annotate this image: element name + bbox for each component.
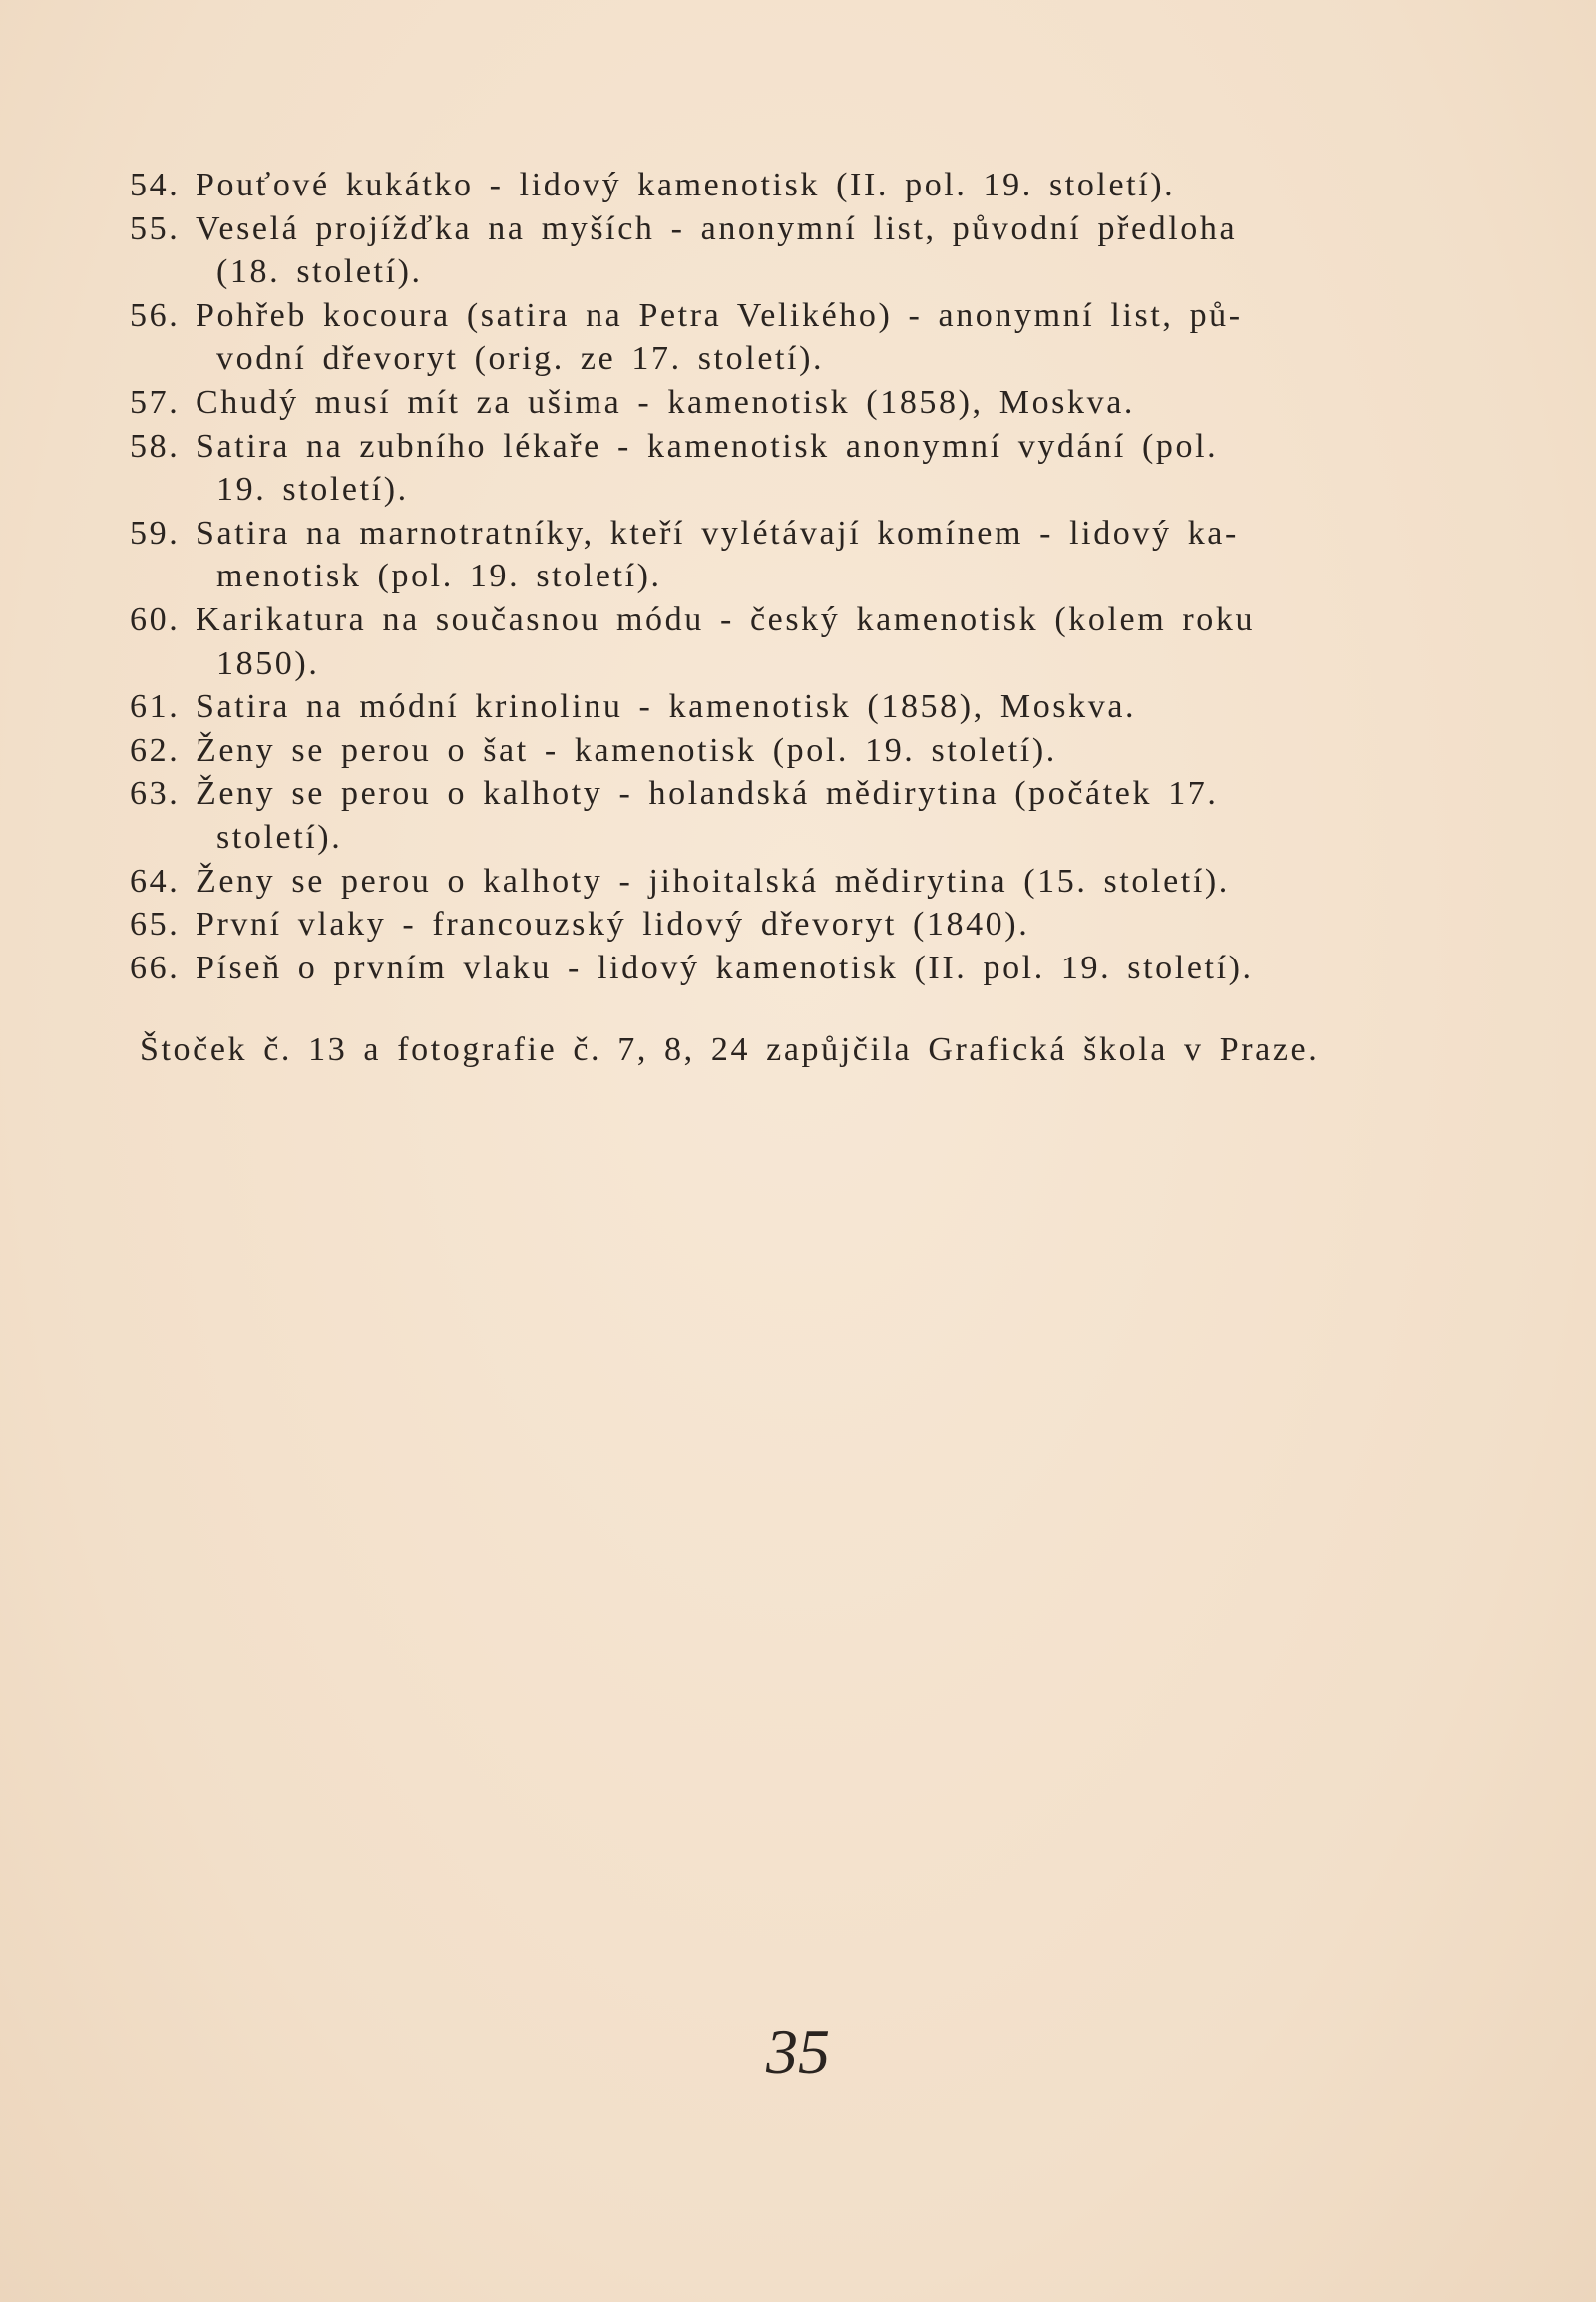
item-number: 56. [130,296,181,334]
item-text-line: Chudý musí mít za ušima - kamenotisk (1858), Moskva. [196,383,1136,421]
item-text-line: menotisk (pol. 19. století). [216,558,662,595]
item-text-line: Pohřeb kocoura (satira na Petra Velikého) - anonymní list, pů- [196,296,1243,334]
item-number: 66. [130,949,181,986]
item-number: 54. [130,167,181,203]
item-number: 57. [130,383,181,421]
item-text-line: Satira na zubního lékaře - kamenotisk anonymní vydání (pol. [196,427,1219,465]
item-text-line: století). [216,818,343,856]
item-text-line: 19. století). [216,471,409,509]
item-text-line: Ženy se perou o kalhoty - holandská mědirytina (počátek 17. [196,775,1219,813]
item-text-line: Satira na marnotratníky, kteří vylétávají komínem - lidový ka- [196,514,1239,552]
list-item [130,207,1416,294]
list-item [130,729,1416,773]
item-text-line: První vlaky - francouzský lidový dřevoryt (1840). [196,906,1030,944]
item-text-line: (18. století). [216,253,423,291]
caption-list [130,164,1416,989]
item-number: 64. [130,862,181,900]
list-item [130,772,1416,859]
item-number: 62. [130,731,181,769]
footer-note: Štoček č. 13 a fotografie č. 7, 8, 24 zapůjčila Grafická škola v Praze. [140,1031,1320,1068]
item-text-line: Píseň o prvním vlaku - lidový kamenotisk (II. pol. 19. století). [196,949,1254,986]
item-number: 61. [130,688,181,726]
item-number: 58. [130,427,181,465]
list-item [130,512,1416,598]
list-item [130,903,1416,947]
item-number: 60. [130,600,181,638]
list-item [130,598,1416,685]
item-text-line: Veselá projížďka na myších - anonymní list, původní předloha [196,209,1238,247]
list-item [130,860,1416,904]
list-item [130,164,1416,207]
list-item [130,685,1416,729]
item-number: 55. [130,209,181,247]
list-item [130,381,1416,425]
item-number: 63. [130,775,181,813]
page-number: 35 [766,2016,830,2087]
item-text-line: 1850). [216,644,320,682]
item-number: 59. [130,514,181,552]
list-item [130,294,1416,381]
list-item [130,947,1416,990]
item-text-line: Ženy se perou o kalhoty - jihoitalská mědirytina (15. století). [196,862,1230,900]
item-text-line: Satira na módní krinolinu - kamenotisk (1858), Moskva. [196,688,1137,726]
item-text-line: Ženy se perou o šat - kamenotisk (pol. 19. století). [196,731,1057,769]
list-item [130,425,1416,512]
item-number: 65. [130,906,181,944]
item-text-line: Karikatura na současnou módu - český kamenotisk (kolem roku [196,600,1256,638]
item-text-line: Pouťové kukátko - lidový kamenotisk (II. pol. 19. století). [196,167,1176,203]
item-text-line: vodní dřevoryt (orig. ze 17. století). [216,340,825,378]
